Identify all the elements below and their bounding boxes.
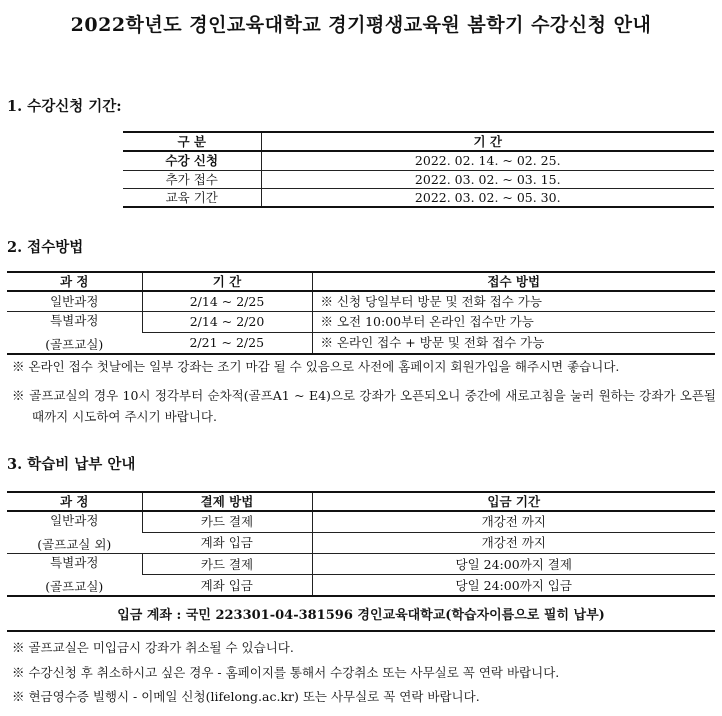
row-method: ※ 오전 10:00부터 온라인 접수만 가능 — [312, 311, 715, 332]
header-method: 접수 방법 — [312, 272, 715, 291]
table-header-row — [7, 272, 715, 291]
header-course: 과 정 — [59, 494, 89, 509]
header-period: 기 간 — [142, 272, 312, 291]
row-label: 수강 신청 — [165, 153, 219, 169]
section3-heading: 3. 학습비 납부 안내 — [7, 456, 136, 473]
row-period: 2/14 ~ 2/25 — [142, 291, 312, 311]
row-period: 2/21 ~ 2/25 — [189, 335, 265, 351]
row-method: ※ 신청 당일부터 방문 및 전화 접수 가능 — [312, 291, 715, 311]
header-payment: 결제 방법 — [142, 492, 312, 511]
row-label: 교육 기간 — [165, 189, 218, 205]
table-row — [7, 554, 715, 575]
tuition-payment-table — [7, 491, 715, 597]
registration-period-table — [123, 131, 714, 208]
course-general — [7, 511, 142, 554]
table-row — [7, 511, 715, 532]
table-row — [123, 188, 714, 207]
row-value: 2022. 02. 14. ~ 02. 25. — [261, 151, 714, 170]
section2-heading: 2. 접수방법 — [7, 239, 84, 256]
course-special-label: 특별과정 — [50, 312, 99, 328]
row-method: ※ 온라인 접수 + 방문 및 전화 접수 가능 — [312, 332, 715, 353]
course-special — [7, 311, 142, 354]
row-period: 2/14 ~ 2/20 — [142, 311, 312, 332]
row-deposit: 당일 24:00까지 입금 — [312, 575, 715, 596]
row-deposit: 개강전 까지 — [312, 511, 715, 532]
table-header-row — [7, 492, 715, 511]
row-value: 2022. 03. 02. ~ 03. 15. — [261, 170, 714, 188]
bank-account-info: 입금 계좌 : 국민 223301-04-381596 경인교육대학교(학습자이름으로 필히 납부) — [117, 608, 605, 623]
table-row — [123, 151, 714, 170]
table-row — [7, 291, 715, 311]
table-row — [7, 311, 715, 332]
section1-heading: 1. 수강신청 기간: — [7, 98, 122, 115]
table-row — [123, 170, 714, 188]
course-special — [7, 554, 142, 597]
course-special-sub: (골프교실) — [45, 336, 104, 352]
course-special-sub: (골프교실) — [45, 579, 104, 594]
header-deposit-period: 입금 기간 — [312, 492, 715, 511]
note-online: ※ 온라인 접수 첫날에는 일부 강좌는 조기 마감 될 수 있음으로 사전에 홈페이지 회원가입을 해주시면 좋습니다. — [12, 359, 620, 374]
row-value: 2022. 03. 02. ~ 05. 30. — [261, 188, 714, 207]
header-category: 구 분 — [177, 134, 206, 149]
table-header-row — [123, 132, 714, 151]
header-period: 기 간 — [261, 132, 714, 151]
note-golf-cancel: ※ 골프교실은 미입금시 강좌가 취소될 수 있습니다. — [12, 640, 294, 655]
header-course: 과 정 — [59, 274, 89, 289]
course-general: 일반과정 — [50, 293, 99, 309]
note-refund: ※ 수강신청 후 취소하시고 싶은 경우 - 홈페이지를 통해서 수강취소 또는 사무실로 꼭 연락 바랍니다. — [12, 665, 560, 680]
application-method-table — [7, 271, 715, 355]
note-receipt: ※ 현금영수증 빌행시 - 이메일 신청(lifelong.ac.kr) 또는 사무실로 꼭 연락 바랍니다. — [12, 689, 480, 704]
row-deposit: 당일 24:00까지 결제 — [312, 554, 715, 575]
page-title: 2022학년도 경인교육대학교 경기평생교육원 봄학기 수강신청 안내 — [70, 14, 652, 36]
course-general-sub: (골프교실 외) — [37, 537, 112, 552]
course-general-label: 일반과정 — [50, 513, 99, 528]
row-label: 추가 접수 — [165, 171, 218, 187]
note-golf: ※ 골프교실의 경우 10시 정각부터 순차적(골프A1 ~ E4)으로 강좌가 오픈되오니 중간에 새로고침을 눌러 원하는 강좌가 오픈될 때까지 시도하여 주시기 바랍니다. — [12, 388, 716, 424]
row-payment: 카드 결제 — [142, 511, 312, 532]
course-special-label: 특별과정 — [50, 555, 99, 570]
divider — [7, 630, 715, 632]
row-deposit: 개강전 까지 — [312, 532, 715, 553]
row-payment: 계좌 입금 — [200, 535, 253, 551]
row-payment: 계좌 입금 — [200, 577, 253, 593]
row-payment: 카드 결제 — [142, 554, 312, 575]
